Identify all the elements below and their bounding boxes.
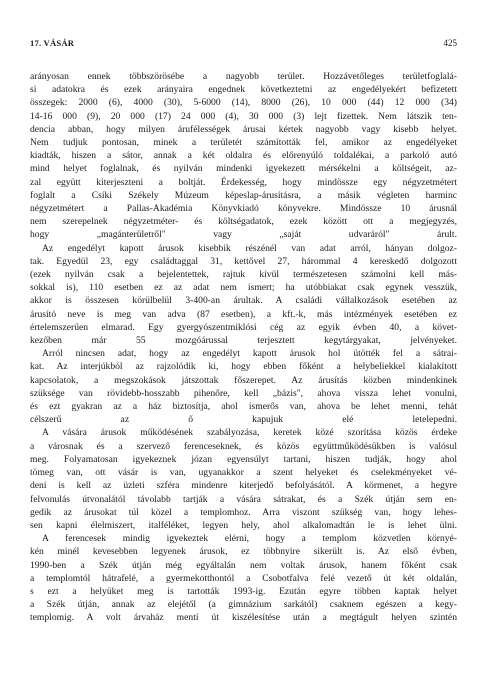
text-line: nem szerepelnek négyzetméter- és költségadatok, ezek között ott a megjegyzés, [30,216,457,228]
text-line: célszerű az ő kapujuk elé letelepedni. [30,414,457,426]
paragraph [30,242,457,348]
chapter-title: 17. VÁSÁR [30,38,75,48]
text-line: 14-16 000 (9), 20 000 (17) 24 000 (4), 30 000 (3) lejt fizettek. Nem látszik ten- [30,110,457,122]
text-line: Az engedélyt kapott árusok kisebbik részénél van adat arról, hányan dolgoz- [42,242,457,254]
text-line: a városnak és a szervező ferenceseknek, és közös együttműködésükben is valósul [30,440,457,452]
text-line: kapcsolatok, a megszokások játszottak főszerepet. Az árusítás közben mindenkinek [30,374,457,386]
text-line: A vására árusok működésének szabályozása, keretek közé szorítása közös érdeke [42,427,457,439]
text-line: hogy „magánterületről" vagy „saját udvaráról" árult. [30,229,457,241]
text-line: akkor is összesen körülbelül 3-400-an árultak. A családi vállalkozások esetében az [30,295,457,307]
text-line: és ezt gyakran az a ház biztosítja, ahol ismerős van, ahova be lehet menni, tehát [30,401,457,413]
text-line: dencia abban, hogy milyen árufélességek árusai kértek nagyobb vagy kisebb helyet. [30,123,457,135]
text-line: s ezt a helyüket meg is tartották 1993-ig. Ezután egyre többen kaptak helyet [30,585,457,597]
text-line: kén minél kevesebben legyenek árusok, ez többnyire sikerült is. Az első évben, [30,546,457,558]
text-line: si adatokra és ezek arányaira engednek következtetni az engedélyekért befizetett [30,84,457,96]
text-line: arányosan ennek többszörösébe a nagyobb terület. Hozzávetőleges területfoglalá- [30,71,457,82]
text-line: kiadták, hiszen a sátor, annak a két oldalra és előrenyúló toldalékai, a parkoló autó [30,150,457,162]
text-line: templomig. A volt árvaház mentí út kiszélesítése után a megtágult helyen szintén [30,612,457,624]
text-line: tak. Egyedül 23, egy családtaggal 31, kettővel 27, hárommal 4 kereskedő dolgozott [30,255,457,267]
text-line: deni is kell az üzleti szféra mindenre kiterjedő befolyásától. A körmenet, a hegyre [30,480,457,492]
text-line: (ezek nyilván csak a bejelentettek, rajtuk kívül természetesen számolni kell más- [30,269,457,281]
text-line: sen kapni élelmiszert, italféléket, legyen hely, ahol alkalomadtán le is lehet ülni. [30,519,457,531]
text-line: sokkal is), 110 esetben ez az adat nem ismert; ha utóbbiakat csak egynek vesszük, [30,282,457,294]
text-line: 1990-ben a Szék útján még egyáltalán nem voltak árusok, hanem főként csak [30,559,457,571]
page-number: 425 [443,38,457,48]
text-line: kat. Az interjúkból az rajzolódik ki, hogy ebben főként a helybeliekkel kialakított [30,361,457,373]
text-line: összegek: 2000 (6), 4000 (30), 5-6000 (14), 8000 (26), 10 000 (44) 12 000 (34) [30,97,457,109]
text-line: gedik az árusokat túl közel a templomhoz. Arra viszont szükség van, hogy lehes- [30,506,457,518]
text-line: Arról nincsen adat, hogy az engedélyt kapott árusok hol ütötték fel a sátrai- [42,348,457,360]
text-line: értelemszerűen elmarad. Egy gyergyószentmiklósi cég az egyik évben 40, a követ- [30,321,457,333]
text-line: meg. Folyamatosan igyekeznek józan egyensúlyt tartani, hiszen tudják, hogy ahol [30,453,457,465]
body-text [30,70,457,625]
text-line: mind helyet foglalnak, és nyilván mindenki igyekezett mérsékelni a költségeit, az- [30,163,457,175]
text-line: A ferencesek mindig igyekeztek elérni, hogy a templom közvetlen környé- [42,533,457,545]
text-line: a Szék útján, annak az elejétől (a gimnázium sarkától) csaknem egészen a kegy- [30,599,457,611]
text-line: felvonulás útvonalától távolabb tartják a vására sátrakat, és a Szék útján sem en- [30,493,457,505]
text-line: négyzetmétert a Pallas-Akadémia Könyvkiadó könyvekre. Mindössze 10 árusnál [30,203,457,215]
text-line: tömeg van, ott vásár is van, ugyanakkor a szent helyeket és cselekményeket vé- [30,467,457,479]
paragraph [30,70,457,242]
text-line: kezőben már 55 mozgóárussal terjesztett kegytárgyakat, jelvényeket. [30,335,457,347]
paragraph [30,347,457,426]
text-line: szüksége van rövidebb-hosszabb pihenőre, kell „bázis", ahova visszа lehet vonulni, [30,387,457,399]
text-line: a templomtól hátrafelé, a gyermekotthontól a Csobotfalva felé vezető út két oldalán, [30,572,457,584]
text-line: árusító neve is meg van adva (87 esetben), a kft.-k, más intézmények esetében ez [30,308,457,320]
text-line: foglalt a Csíki Székely Múzeum képeslap-árusításra, a másik végleten harminc [30,189,457,201]
paragraph [30,426,457,532]
text-line: Nem tudjuk pontosan, minek a területét számították fel, amikor az engedélyeket [30,137,457,149]
text-line: zal együtt kiterjeszteni a boltját. Érdekesség, hogy mindössze egy négyzetmétert [30,176,457,188]
paragraph [30,532,457,624]
running-header [30,38,457,52]
